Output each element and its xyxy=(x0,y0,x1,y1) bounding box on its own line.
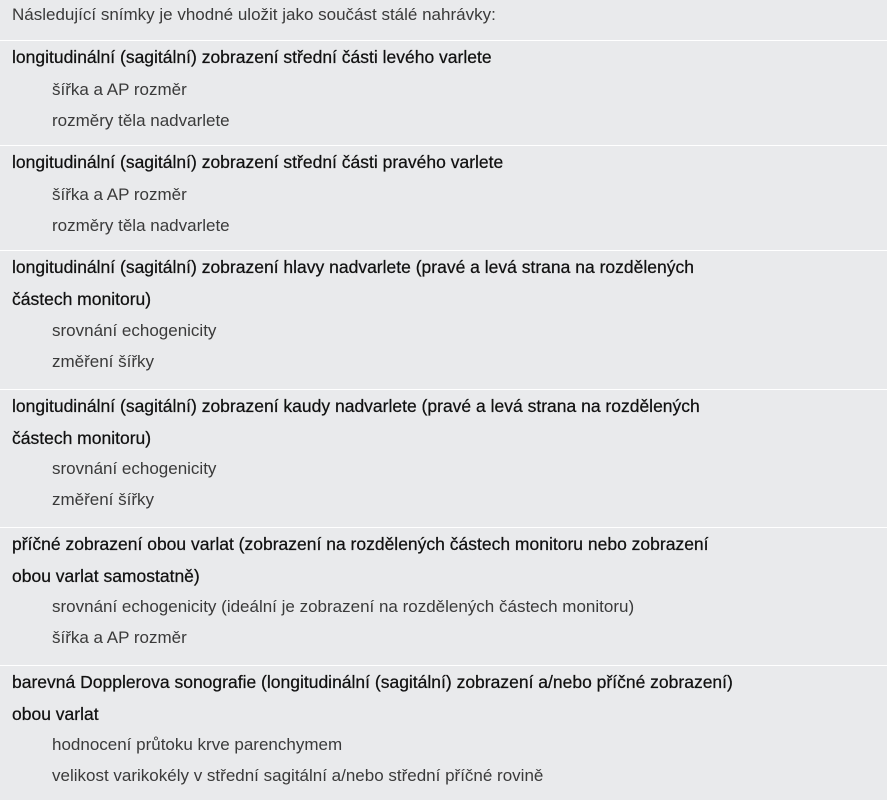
section-divider xyxy=(0,389,887,390)
list-item: změření šířky xyxy=(52,352,155,371)
list-item: srovnání echogenicity xyxy=(52,459,217,478)
section-heading: částech monitoru) xyxy=(12,289,152,309)
section-divider xyxy=(0,665,887,666)
list-item: velikost varikokély v střední sagitální a/nebo střední příčné rovině xyxy=(52,766,544,785)
section-heading: obou varlat xyxy=(12,704,99,724)
section-heading: obou varlat samostatně) xyxy=(12,566,200,586)
list-item: srovnání echogenicity xyxy=(52,321,217,340)
list-item: hodnocení průtoku krve parenchymem xyxy=(52,735,343,754)
list-item: změření šířky xyxy=(52,490,155,509)
section-divider xyxy=(0,250,887,251)
section-divider xyxy=(0,145,887,146)
list-item: rozměry těla nadvarlete xyxy=(52,216,230,235)
list-item: šířka a AP rozměr xyxy=(52,80,187,99)
intro-text: Následující snímky je vhodné uložit jako součást stálé nahrávky: xyxy=(12,5,496,24)
section-divider xyxy=(0,527,887,528)
section-divider xyxy=(0,40,887,41)
section-heading: longitudinální (sagitální) zobrazení kaudy nadvarlete (pravé a levá strana na rozdělených xyxy=(12,396,700,416)
section-heading: částech monitoru) xyxy=(12,428,152,448)
section-heading: longitudinální (sagitální) zobrazení střední části pravého varlete xyxy=(12,152,504,172)
list-item: srovnání echogenicity (ideální je zobrazení na rozdělených částech monitoru) xyxy=(52,597,635,616)
section-heading: longitudinální (sagitální) zobrazení hlavy nadvarlete (pravé a levá strana na rozdělených xyxy=(12,257,694,277)
list-item: rozměry těla nadvarlete xyxy=(52,111,230,130)
section-heading: barevná Dopplerova sonografie (longitudinální (sagitální) zobrazení a/nebo příčné zobrazení) xyxy=(12,672,733,692)
list-item: šířka a AP rozměr xyxy=(52,628,187,647)
section-heading: příčné zobrazení obou varlat (zobrazení na rozdělených částech monitoru nebo zobrazení xyxy=(12,534,709,554)
list-item: šířka a AP rozměr xyxy=(52,185,187,204)
section-heading: longitudinální (sagitální) zobrazení střední části levého varlete xyxy=(12,47,492,67)
